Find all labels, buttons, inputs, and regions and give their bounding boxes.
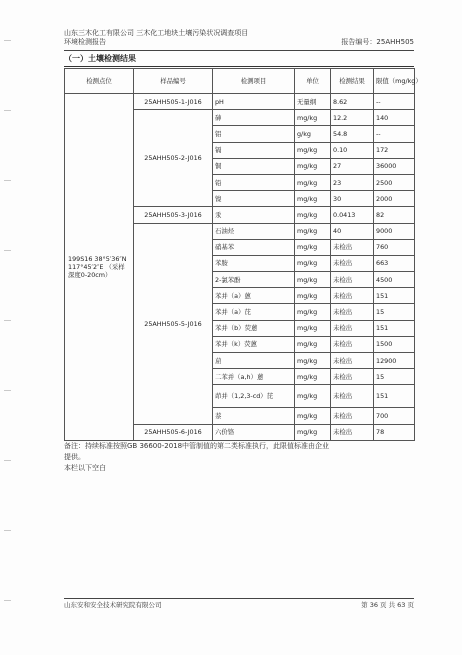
binding-mark [4,530,11,531]
unit-cell: mg/kg [295,207,331,223]
unit-cell: mg/kg [295,255,331,271]
unit-cell: 无量纲 [295,94,331,110]
page-header [64,29,414,47]
sampling-point: 199S16 38°5′36″N 117°45′2″E （采样深度0-20cm） [65,94,134,441]
item-cell: 茚并（1,2,3-cd）芘 [213,385,295,408]
unit-cell: mg/kg [295,272,331,288]
item-cell: 石油烃 [213,223,295,239]
note-line: 备注：持续标准按照GB 36600-2018中管制值的第二类标准执行，此限值标准由企业 [64,442,330,450]
blank-below-note: 本栏以下空白 [64,464,106,472]
unit-cell: mg/kg [295,353,331,369]
limit-cell: 12900 [374,353,415,369]
limit-cell: 172 [374,142,415,158]
result-cell: 27 [331,158,374,174]
binding-mark [4,460,11,461]
footer-organization: 山东安和安全技术研究院有限公司 [64,601,162,609]
item-cell: 砷 [213,110,295,126]
limit-cell: -- [374,126,415,142]
unit-cell: g/kg [295,126,331,142]
unit-cell: mg/kg [295,158,331,174]
result-cell: 未检出 [331,369,374,385]
limit-cell: 2500 [374,174,415,190]
result-cell: 54.8 [331,126,374,142]
result-cell: 未检出 [331,239,374,255]
sample-id: 25AHH505-3-J016 [134,207,213,223]
section-title: （一）土壤检测结果 [64,54,136,63]
result-cell: 未检出 [331,320,374,336]
item-cell: 苯胺 [213,255,295,271]
result-cell: 40 [331,223,374,239]
result-cell: 未检出 [331,385,374,408]
item-cell: 苯并（a）芘 [213,304,295,320]
binding-mark [4,110,11,111]
item-cell: pH [213,94,295,110]
unit-cell: mg/kg [295,110,331,126]
limit-cell: 1500 [374,336,415,352]
result-cell: 未检出 [331,255,374,271]
header-company-project: 山东三木化工有限公司 三木化工地块土壤污染状况调查项目 [64,29,249,37]
item-cell: 二苯并（a,h）蒽 [213,369,295,385]
item-cell: 萘 [213,408,295,424]
limit-cell: 2000 [374,191,415,207]
limit-cell: -- [374,94,415,110]
soil-results-table [64,68,422,441]
sample-id: 25AHH505-5-J016 [134,223,213,424]
item-cell: 铅 [213,174,295,190]
header-item: 检测项目 [213,69,295,94]
note-line: 提供。 [64,453,85,461]
item-cell: 硝基苯 [213,239,295,255]
header-sample: 样品编号 [134,69,213,94]
header-divider [64,50,414,51]
result-cell: 未检出 [331,304,374,320]
result-cell: 未检出 [331,408,374,424]
header-point: 检测点位 [65,69,134,94]
result-cell: 未检出 [331,353,374,369]
header-limit: 限值（mg/kg） [374,69,415,94]
limit-cell: 700 [374,408,415,424]
unit-cell: mg/kg [295,320,331,336]
sample-id: 25AHH505-6-J016 [134,424,213,440]
item-cell: 铝 [213,126,295,142]
unit-cell: mg/kg [295,174,331,190]
limit-cell: 151 [374,288,415,304]
item-cell: 苯并（a）蒽 [213,288,295,304]
unit-cell: mg/kg [295,142,331,158]
result-cell: 8.62 [331,94,374,110]
limit-cell: 760 [374,239,415,255]
item-cell: 䓛 [213,353,295,369]
item-cell: 六价铬 [213,424,295,440]
item-cell: 苯并（b）荧蒽 [213,320,295,336]
result-cell: 未检出 [331,288,374,304]
binding-mark [4,180,11,181]
item-cell: 2-氯苯酚 [213,272,295,288]
unit-cell: mg/kg [295,408,331,424]
sample-id: 25AHH505-2-J016 [134,110,213,207]
binding-mark [4,600,11,601]
result-cell: 未检出 [331,336,374,352]
item-cell: 镉 [213,142,295,158]
limit-cell: 15 [374,369,415,385]
header-report-type: 环境检测报告 [64,38,106,46]
result-cell: 12.2 [331,110,374,126]
limit-cell: 9000 [374,223,415,239]
table-header-row [65,69,415,94]
unit-cell: mg/kg [295,288,331,304]
limit-cell: 151 [374,320,415,336]
result-cell: 未检出 [331,272,374,288]
item-cell: 苯并（k）荧蒽 [213,336,295,352]
limit-cell: 151 [374,385,415,408]
page-footer [64,601,414,610]
unit-cell: mg/kg [295,424,331,440]
footer-divider [64,598,414,599]
unit-cell: mg/kg [295,304,331,320]
header-result: 检测结果 [331,69,374,94]
limit-cell: 140 [374,110,415,126]
binding-mark [4,250,11,251]
result-cell: 未检出 [331,424,374,440]
binding-mark [4,40,11,41]
header-report-number: 报告编号：25AHH505 [341,38,414,46]
result-cell: 0.0413 [331,207,374,223]
item-cell: 镍 [213,191,295,207]
unit-cell: mg/kg [295,191,331,207]
limit-cell: 663 [374,255,415,271]
header-unit: 单位 [295,69,331,94]
result-cell: 23 [331,174,374,190]
table-row [65,94,415,110]
limit-cell: 36000 [374,158,415,174]
section-divider [64,66,414,67]
unit-cell: mg/kg [295,223,331,239]
sample-id: 25AHH505-1-J016 [134,94,213,110]
binding-mark [4,390,11,391]
unit-cell: mg/kg [295,239,331,255]
item-cell: 铜 [213,158,295,174]
result-cell: 30 [331,191,374,207]
binding-mark [4,320,11,321]
unit-cell: mg/kg [295,369,331,385]
result-cell: 0.10 [331,142,374,158]
page-number: 第 36 页 共 63 页 [361,601,414,609]
item-cell: 汞 [213,207,295,223]
unit-cell: mg/kg [295,336,331,352]
table-note [64,441,414,474]
limit-cell: 4500 [374,272,415,288]
limit-cell: 82 [374,207,415,223]
limit-cell: 15 [374,304,415,320]
unit-cell: mg/kg [295,385,331,408]
limit-cell: 78 [374,424,415,440]
